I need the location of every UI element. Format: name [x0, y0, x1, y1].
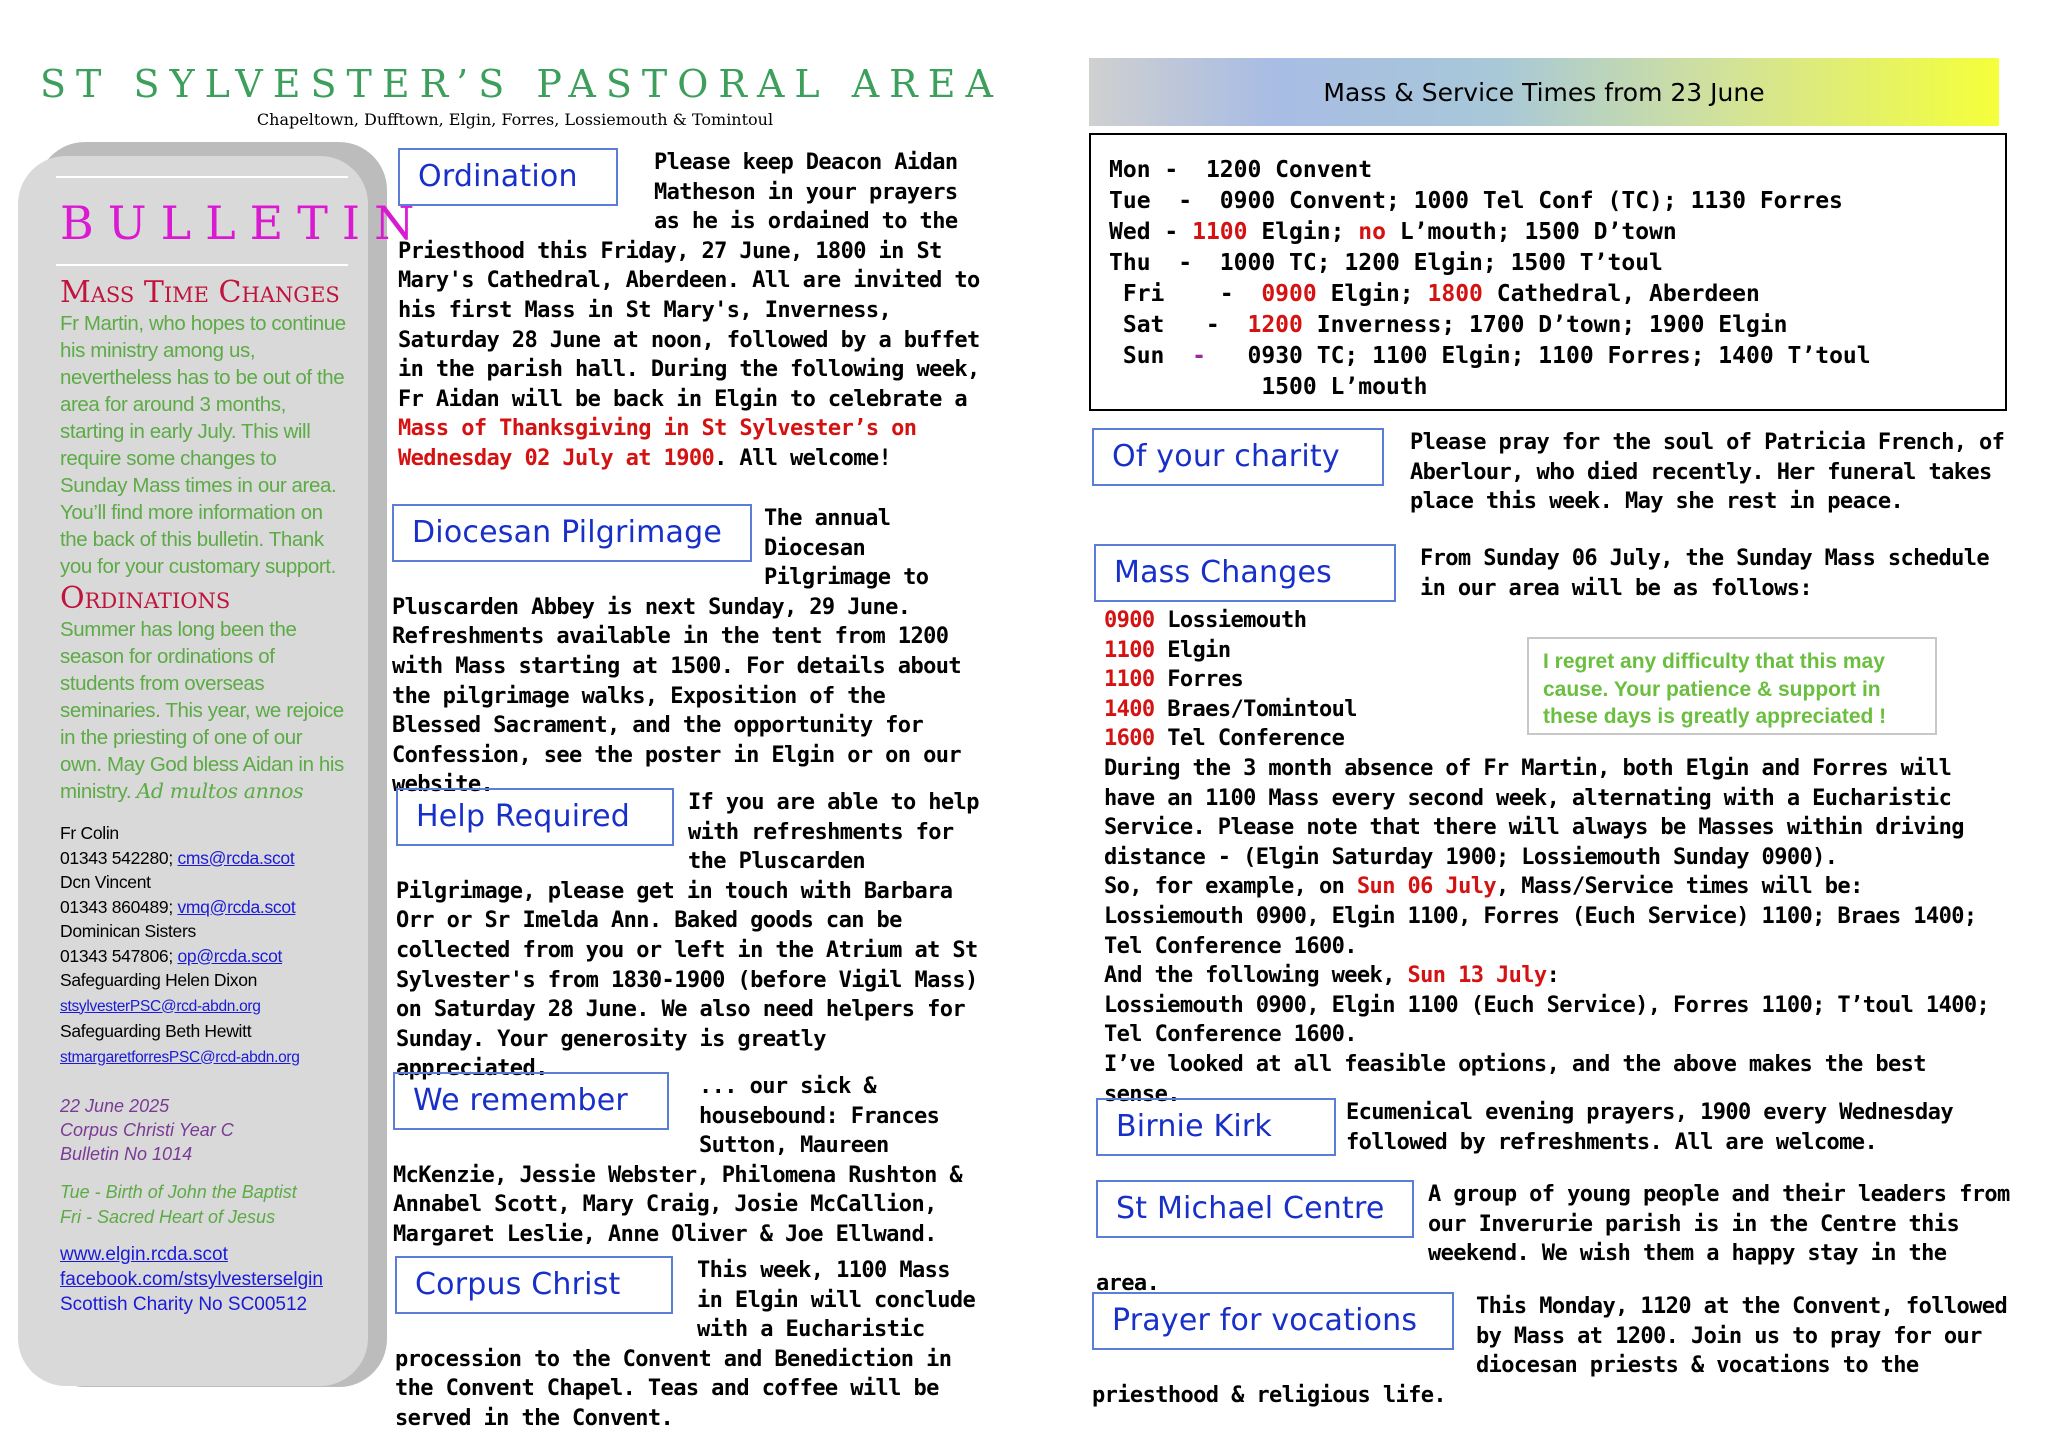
times-row-sat [1109, 310, 1987, 341]
contact-name: Safeguarding Beth Hewitt [60, 1021, 252, 1041]
contact-phone: 01343 860489; [60, 896, 178, 917]
corpus-text: This week, 1100 Mass in Elgin will conclude with a Eucharistic procession to the Convent and Benediction in the Convent Chapel. Teas and coffee will be served in the Convent. [395, 1258, 976, 1431]
times-row-thu [1109, 248, 1987, 279]
ordination-highlight: Mass of Thanksgiving in St Sylvester’s on Wednesday 02 July at 1900 [398, 416, 917, 471]
pilgrimage-article [392, 504, 977, 800]
corpus-heading: Corpus Christ [395, 1256, 673, 1314]
schedule-place: Tel Conference [1154, 726, 1345, 752]
help-text: If you are able to help with refreshments for the Pluscarden Pilgrimage, please get in touch with Barbara Orr or Sr Imelda Ann. Baked goods can be collected from you or left in the Atrium at St Sylvester's from 1830-1900 (before Vigil Mass) on Saturday 28 June. We also need helpers for Sunday. Your generosity is greatly appreciated. [396, 790, 979, 1082]
mass-time-heading: Mass Time Changes [60, 275, 340, 310]
mass-times-box [1089, 133, 2007, 411]
pastoral-area-places: Chapeltown, Dufftown, Elgin, Forres, Lossiemouth & Tomintoul [256, 110, 774, 129]
times-red: 1100 [1192, 219, 1248, 245]
charity-number: Scottish Charity No SC00512 [60, 1294, 308, 1315]
times-red: 0900 [1261, 281, 1317, 307]
pilgrimage-heading: Diocesan Pilgrimage [392, 504, 752, 562]
times-text: Inverness; 1700 D’town; 1900 Elgin [1302, 312, 1788, 338]
remember-heading: We remember [393, 1072, 669, 1130]
remember-text: ... our sick & housebound: Frances Sutton, Maureen McKenzie, Jessie Webster, Philomena Rushton & Annabel Scott, Mary Craig, Josie McCallion, Margaret Leslie, Anne Oliver & Joe Ellwand. [393, 1074, 963, 1247]
example-2 [1104, 961, 2014, 991]
times-text: Elgin; [1247, 219, 1359, 245]
contact-line [60, 895, 348, 920]
times-day: Fri - [1109, 281, 1262, 307]
example-1 [1104, 872, 2014, 902]
mass-time-text: Fr Martin, who hopes to continue his ministry among us, nevertheless has to be out of the area for around 3 months, starting in early July. This will require some changes to Sunday Mass times in our area. You’ll find more information on the back of this bulletin. Thank you for your customary support. [60, 312, 346, 578]
times-row-mon [1109, 155, 1987, 186]
schedule-place: Elgin [1154, 637, 1231, 663]
pastoral-area-title: ST SYLVESTER’S PASTORAL AREA [40, 62, 1003, 106]
remember-article [393, 1072, 983, 1250]
schedule-time: 1100 [1104, 667, 1155, 693]
schedule-time: 0900 [1104, 608, 1155, 633]
facebook-link[interactable]: facebook.com/stsylvesterselgin [60, 1269, 323, 1290]
times-text: L’mouth; 1500 D’town [1385, 219, 1677, 245]
times-day: Sun [1109, 343, 1193, 369]
masthead [40, 62, 1003, 129]
charity-article [1092, 428, 2012, 517]
issue-info [60, 1094, 348, 1166]
times-day: Tue - [1109, 188, 1220, 214]
times-day: Wed - [1109, 219, 1193, 245]
contact-email-link[interactable]: cms@rcda.scot [177, 847, 295, 868]
times-red: 1200 [1247, 312, 1303, 338]
contact-line [60, 846, 348, 871]
michael-text: A group of young people and their leaders from our Inverurie parish is in the Centre this weekend. We wish them a happy stay in the area. [1096, 1182, 2010, 1296]
schedule-item [1104, 606, 2014, 636]
birnie-heading: Birnie Kirk [1096, 1098, 1336, 1156]
bulletin-title: BULLETIN [60, 196, 429, 250]
ordinations-body: Summer has long been the season for ordinations of students from overseas seminaries. This year, we rejoice in the priesting of one of our own. May God bless Aidan in his ministry. [60, 618, 344, 803]
contact-phone: 01343 547806; [60, 945, 178, 966]
times-day: Mon - [1109, 157, 1206, 183]
ordinations-latin: Ad multos annos [136, 779, 304, 803]
mass-times-title-bar: Mass & Service Times from 23 June [1089, 58, 1999, 126]
michael-article [1096, 1180, 2016, 1298]
contact-line [60, 1044, 348, 1071]
times-dash: - [1192, 343, 1206, 369]
times-text: 1000 TC; 1200 Elgin; 1500 T’toul [1219, 250, 1663, 276]
schedule-place: Braes/Tomintoul [1154, 696, 1357, 722]
website-link[interactable]: www.elgin.rcda.scot [60, 1244, 228, 1265]
ordination-tail: . All welcome! [714, 445, 892, 471]
example-1-list: Lossiemouth 0900, Elgin 1100, Forres (Euch Service) 1100; Braes 1400; Tel Conference 1600. [1104, 903, 1977, 959]
ordination-article [398, 148, 983, 474]
help-heading: Help Required [396, 788, 674, 846]
times-row-tue [1109, 186, 1987, 217]
sidebar-rule [56, 264, 348, 266]
contact-phone: 01343 542280; [60, 847, 178, 868]
birnie-article [1096, 1098, 2016, 1160]
schedule-time: 1100 [1104, 637, 1155, 663]
times-day: Thu - [1109, 250, 1220, 276]
example-1-date: Sun 06 July [1356, 874, 1497, 900]
michael-heading: St Michael Centre [1096, 1180, 1414, 1238]
times-text: Elgin; [1316, 281, 1428, 307]
mass-changes-body-1: During the 3 month absence of Fr Martin, both Elgin and Forres will have an 1100 Mass every second week, alternating with a Eucharistic Service. Please note that there will always be Masses within driving distance - (Elgin Saturday 1900; Lossiemouth Sunday 0900). [1104, 755, 1964, 870]
example-1-pre: So, for example, on [1104, 874, 1357, 900]
pilgrimage-text: The annual Diocesan Pilgrimage to Pluscarden Abbey is next Sunday, 29 June. Refreshments available in the tent from 1200 with Mass starting at 1500. For details about the pilgrimage walks, Exposition of the Blessed Sacrament, and the opportunity for Confession, see the poster in Elgin or on our website. [392, 506, 962, 798]
times-day: Sat - [1109, 312, 1248, 338]
feast-tue: Tue - Birth of John the Baptist [60, 1182, 297, 1202]
contact-line [60, 944, 348, 969]
schedule-time: 1600 [1104, 726, 1155, 752]
times-red: 1800 [1427, 281, 1483, 307]
example-2-list: Lossiemouth 0900, Elgin 1100 (Euch Service), Forres 1100; T’toul 1400; Tel Conference 1600. [1104, 992, 1990, 1048]
contact-name: Safeguarding Helen Dixon [60, 970, 258, 990]
example-1-post: , Mass/Service times will be: [1496, 874, 1863, 900]
contacts [60, 821, 348, 1070]
contact-name: Dominican Sisters [60, 921, 196, 941]
schedule-place: Lossiemouth [1154, 608, 1307, 633]
regret-note: I regret any difficulty that this may cause. Your patience & support in these days is greatly appreciated ! [1527, 637, 1937, 735]
example-2-pre: And the following week, [1104, 963, 1408, 989]
feasts [60, 1180, 348, 1230]
sidebar-top-rule [56, 176, 348, 178]
vocations-text: This Monday, 1120 at the Convent, followed by Mass at 1200. Join us to pray for our diocesan priests & vocations to the priesthood & religious life. [1092, 1294, 2008, 1408]
times-text: Cathedral, Aberdeen [1482, 281, 1760, 307]
example-2-date: Sun 13 July [1407, 963, 1547, 989]
example-2-post: : [1546, 963, 1560, 989]
times-text: 0900 Convent; 1000 Tel Conf (TC); 1130 Forres [1219, 188, 1843, 214]
mass-changes-heading: Mass Changes [1094, 544, 1396, 602]
birnie-text: Ecumenical evening prayers, 1900 every Wednesday followed by refreshments. All are welcome. [1346, 1100, 1953, 1155]
vocations-heading: Prayer for vocations [1092, 1292, 1454, 1350]
charity-text: Please pray for the soul of Patricia French, of Aberlour, who died recently. Her funeral takes place this week. May she rest in peace. [1410, 430, 2005, 515]
mass-changes-closing: I’ve looked at all feasible options, and the above makes the best sense. [1104, 1051, 1926, 1107]
vocations-article [1092, 1292, 2012, 1410]
schedule-place: Forres [1154, 667, 1244, 693]
contact-name: Fr Colin [60, 823, 119, 843]
ordination-heading: Ordination [398, 148, 618, 206]
contact-line [60, 993, 348, 1020]
charity-heading: Of your charity [1092, 428, 1384, 486]
contact-email-link[interactable]: stmargaretforresPSC@rcd-abdn.org [60, 1048, 300, 1066]
issue-season: Corpus Christi Year C [60, 1120, 234, 1140]
ordinations-text [60, 616, 348, 805]
links [60, 1242, 348, 1317]
ordination-text: Please keep Deacon Aidan Matheson in your prayers as he is ordained to the Priesthood this Friday, 27 June, 1800 in St Mary's Cathedral, Aberdeen. All are invited to his first Mass in St Mary's, Inverness, Saturday 28 June at noon, followed by a buffet in the parish hall. During the following week, Fr Aidan will be back in Elgin to celebrate a [398, 150, 980, 412]
issue-number: Bulletin No 1014 [60, 1144, 193, 1164]
mass-changes-intro: From Sunday 06 July, the Sunday Mass schedule in our area will be as follows: [1420, 546, 1990, 601]
times-row-fri [1109, 279, 1987, 310]
contact-name: Dcn Vincent [60, 872, 151, 892]
times-row-wed [1109, 217, 1987, 248]
issue-date: 22 June 2025 [60, 1096, 170, 1116]
times-text: 0930 TC; 1100 Elgin; 1100 Forres; 1400 T’toul [1205, 343, 1871, 369]
help-article [396, 788, 981, 1084]
corpus-article [395, 1256, 980, 1434]
times-red: no [1358, 219, 1386, 245]
times-text: 1200 Convent [1205, 157, 1373, 183]
contact-email-link[interactable]: stsylvesterPSC@rcd-abdn.org [60, 997, 261, 1015]
mass-changes-article [1094, 544, 2014, 1109]
contact-email-link[interactable]: op@rcda.scot [177, 945, 283, 966]
feast-fri: Fri - Sacred Heart of Jesus [60, 1207, 276, 1227]
times-row-sun-2: 1500 L’mouth [1109, 374, 1428, 400]
sidebar [18, 156, 429, 1386]
ordinations-heading: Ordinations [60, 581, 231, 616]
schedule-time: 1400 [1104, 696, 1155, 722]
contact-email-link[interactable]: vmq@rcda.scot [177, 896, 296, 917]
times-row-sun [1109, 341, 1987, 372]
